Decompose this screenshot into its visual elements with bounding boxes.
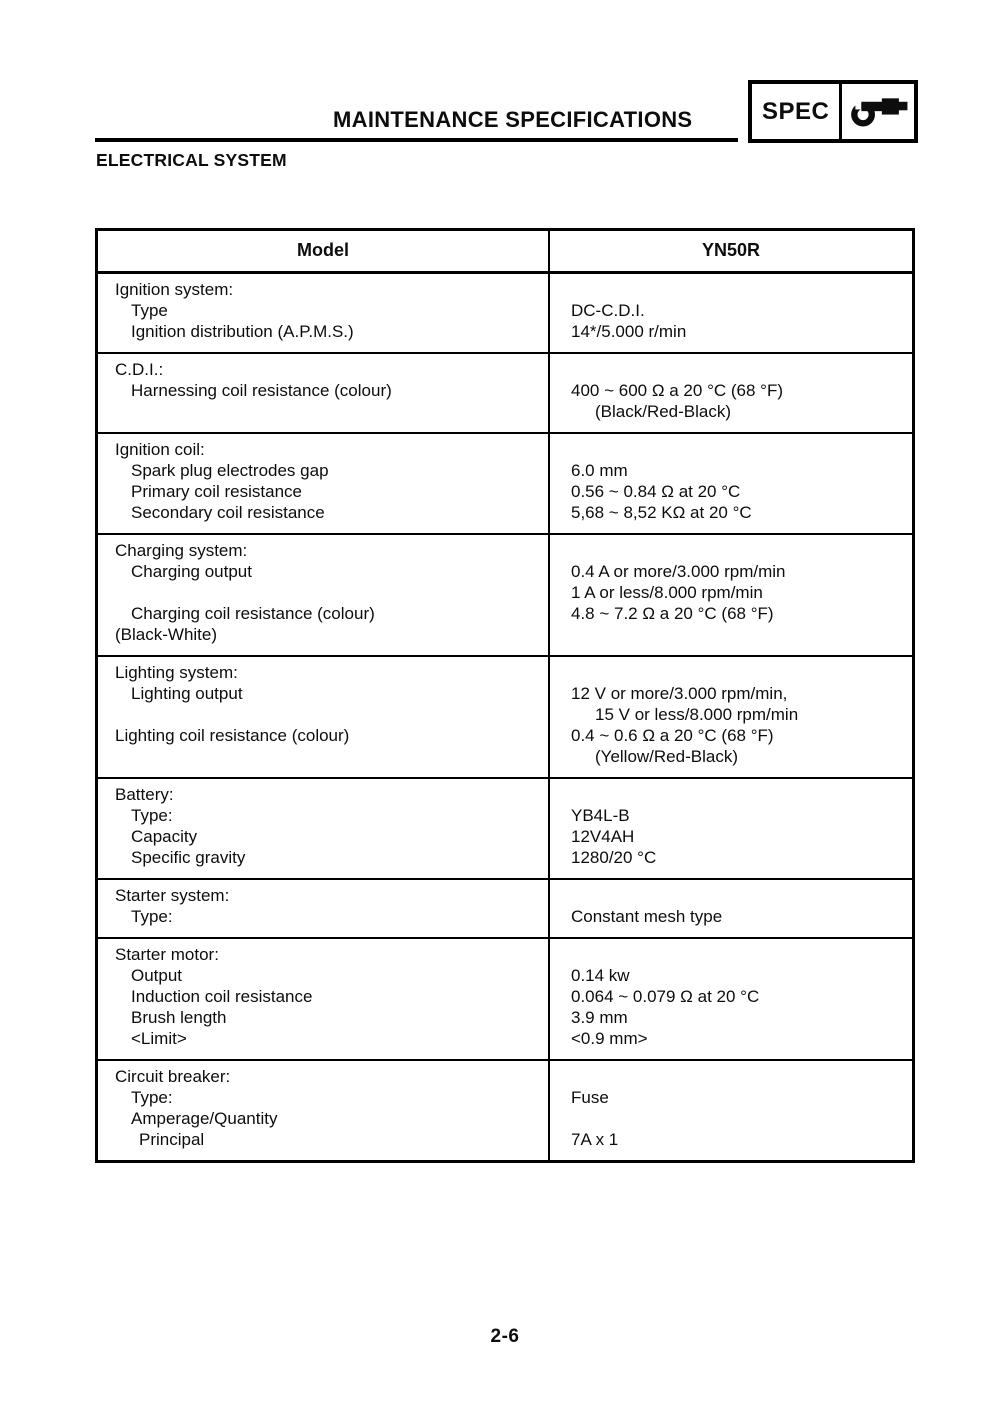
spec-value-line: 15 V or less/8.000 rpm/min xyxy=(595,705,799,724)
spec-value-line: 0.56 ~ 0.84 Ω at 20 °C xyxy=(571,482,741,501)
spec-value-line: 1280/20 °C xyxy=(571,848,657,867)
page-number: 2-6 xyxy=(490,1326,520,1347)
spec-value-line xyxy=(571,944,906,965)
model-cell xyxy=(98,657,550,777)
value-cell xyxy=(550,354,912,432)
spec-value-line xyxy=(571,1108,906,1129)
spec-value-line xyxy=(571,439,906,460)
spec-label-line: Specific gravity xyxy=(131,848,246,867)
spec-value-line xyxy=(571,279,906,300)
spec-value-line: 4.8 ~ 7.2 Ω a 20 °C (68 °F) xyxy=(571,604,774,623)
section-heading: ELECTRICAL SYSTEM xyxy=(96,150,287,170)
spec-table xyxy=(95,228,915,1163)
spec-label-line: (Black-White) xyxy=(115,625,218,644)
spec-value-line xyxy=(571,1066,906,1087)
spec-label-line: Starter motor: xyxy=(115,945,219,964)
spec-value-line: Fuse xyxy=(571,1088,609,1107)
value-cell xyxy=(550,939,912,1059)
table-header xyxy=(98,231,912,274)
value-cell xyxy=(550,657,912,777)
value-cell xyxy=(550,274,912,352)
model-cell xyxy=(98,535,550,655)
spec-label-line: Secondary coil resistance xyxy=(131,503,325,522)
spec-label-line xyxy=(115,582,542,603)
page-title: MAINTENANCE SPECIFICATIONS xyxy=(333,107,693,132)
spec-label-line: Ignition distribution (A.P.M.S.) xyxy=(131,322,354,341)
column-header-model: Model xyxy=(98,231,550,271)
spec-label-line: Charging system: xyxy=(115,541,248,560)
spec-label-line: Capacity xyxy=(131,827,198,846)
value-cell xyxy=(550,434,912,533)
model-cell xyxy=(98,434,550,533)
spec-value-line: 5,68 ~ 8,52 KΩ at 20 °C xyxy=(571,503,752,522)
spec-label-line xyxy=(115,401,542,422)
spec-value-line: 12V4AH xyxy=(571,827,635,846)
spec-label-line: Lighting system: xyxy=(115,663,238,682)
spec-value-line xyxy=(571,784,906,805)
spec-label-line: Type: xyxy=(131,1088,173,1107)
spec-value-line: Constant mesh type xyxy=(571,907,723,926)
spec-value-line: YB4L-B xyxy=(571,806,630,825)
model-cell xyxy=(98,880,550,937)
spec-value-line: (Yellow/Red-Black) xyxy=(595,747,738,766)
spec-table-body xyxy=(98,274,912,1160)
table-row xyxy=(98,779,912,880)
spec-label-line: Starter system: xyxy=(115,886,230,905)
model-cell xyxy=(98,779,550,878)
table-row xyxy=(98,434,912,535)
spec-value-line: 7A x 1 xyxy=(571,1130,619,1149)
spec-label-line: Amperage/Quantity xyxy=(131,1109,278,1128)
table-row xyxy=(98,535,912,657)
model-cell xyxy=(98,274,550,352)
spec-value-line: 0.14 kw xyxy=(571,966,630,985)
title-rule xyxy=(95,138,738,142)
spec-value-line: 0.4 ~ 0.6 Ω a 20 °C (68 °F) xyxy=(571,726,774,745)
table-row xyxy=(98,939,912,1061)
spec-label-line: Induction coil resistance xyxy=(131,987,313,1006)
spec-label-line: Type: xyxy=(131,806,173,825)
value-cell xyxy=(550,1061,912,1160)
spec-label-line: C.D.I.: xyxy=(115,360,164,379)
spec-value-line xyxy=(571,359,906,380)
table-row xyxy=(98,1061,912,1160)
spec-label-line: Ignition coil: xyxy=(115,440,205,459)
spec-value-line: 14*/5.000 r/min xyxy=(571,322,687,341)
value-cell xyxy=(550,779,912,878)
spec-value-line: DC-C.D.I. xyxy=(571,301,645,320)
spec-label-line: Lighting coil resistance (colour) xyxy=(115,726,350,745)
spec-label-line: Type xyxy=(131,301,168,320)
model-cell xyxy=(98,354,550,432)
spec-badge-label: SPEC xyxy=(752,84,842,139)
model-cell xyxy=(98,939,550,1059)
spec-value-line xyxy=(571,885,906,906)
micrometer-icon xyxy=(842,84,914,139)
spec-label-line: Ignition system: xyxy=(115,280,234,299)
spec-value-line: 12 V or more/3.000 rpm/min, xyxy=(571,684,788,703)
table-row xyxy=(98,880,912,939)
spec-value-line: 400 ~ 600 Ω a 20 °C (68 °F) xyxy=(571,381,784,400)
spec-label-line: Lighting output xyxy=(131,684,243,703)
spec-value-line: 6.0 mm xyxy=(571,461,628,480)
spec-label-line: Brush length xyxy=(131,1008,227,1027)
spec-badge xyxy=(748,80,918,143)
spec-label-line: Charging coil resistance (colour) xyxy=(131,604,375,623)
spec-label-line: <Limit> xyxy=(131,1029,187,1048)
spec-label-line: Primary coil resistance xyxy=(131,482,302,501)
spec-value-line: 0.4 A or more/3.000 rpm/min xyxy=(571,562,786,581)
spec-value-line: 1 A or less/8.000 rpm/min xyxy=(571,583,763,602)
spec-value-line: (Black/Red-Black) xyxy=(595,402,732,421)
spec-value-line xyxy=(571,624,906,645)
table-row xyxy=(98,274,912,354)
value-cell xyxy=(550,535,912,655)
spec-label-line: Type: xyxy=(131,907,173,926)
spec-label-line: Harnessing coil resistance (colour) xyxy=(131,381,392,400)
spec-label-line: Spark plug electrodes gap xyxy=(131,461,329,480)
spec-label-line: Circuit breaker: xyxy=(115,1067,231,1086)
value-cell xyxy=(550,880,912,937)
spec-label-line xyxy=(115,704,542,725)
spec-label-line: Charging output xyxy=(131,562,252,581)
spec-value-line: 3.9 mm xyxy=(571,1008,628,1027)
table-row xyxy=(98,354,912,434)
table-row xyxy=(98,657,912,779)
spec-value-line: <0.9 mm> xyxy=(571,1029,648,1048)
spec-label-line: Principal xyxy=(139,1130,205,1149)
spec-label-line: Battery: xyxy=(115,785,174,804)
column-header-value: YN50R xyxy=(701,240,761,260)
model-cell xyxy=(98,1061,550,1160)
spec-label-line xyxy=(115,746,542,767)
spec-value-line xyxy=(571,662,906,683)
spec-label-line: Output xyxy=(131,966,183,985)
spec-value-line: 0.064 ~ 0.079 Ω at 20 °C xyxy=(571,987,760,1006)
spec-value-line xyxy=(571,540,906,561)
